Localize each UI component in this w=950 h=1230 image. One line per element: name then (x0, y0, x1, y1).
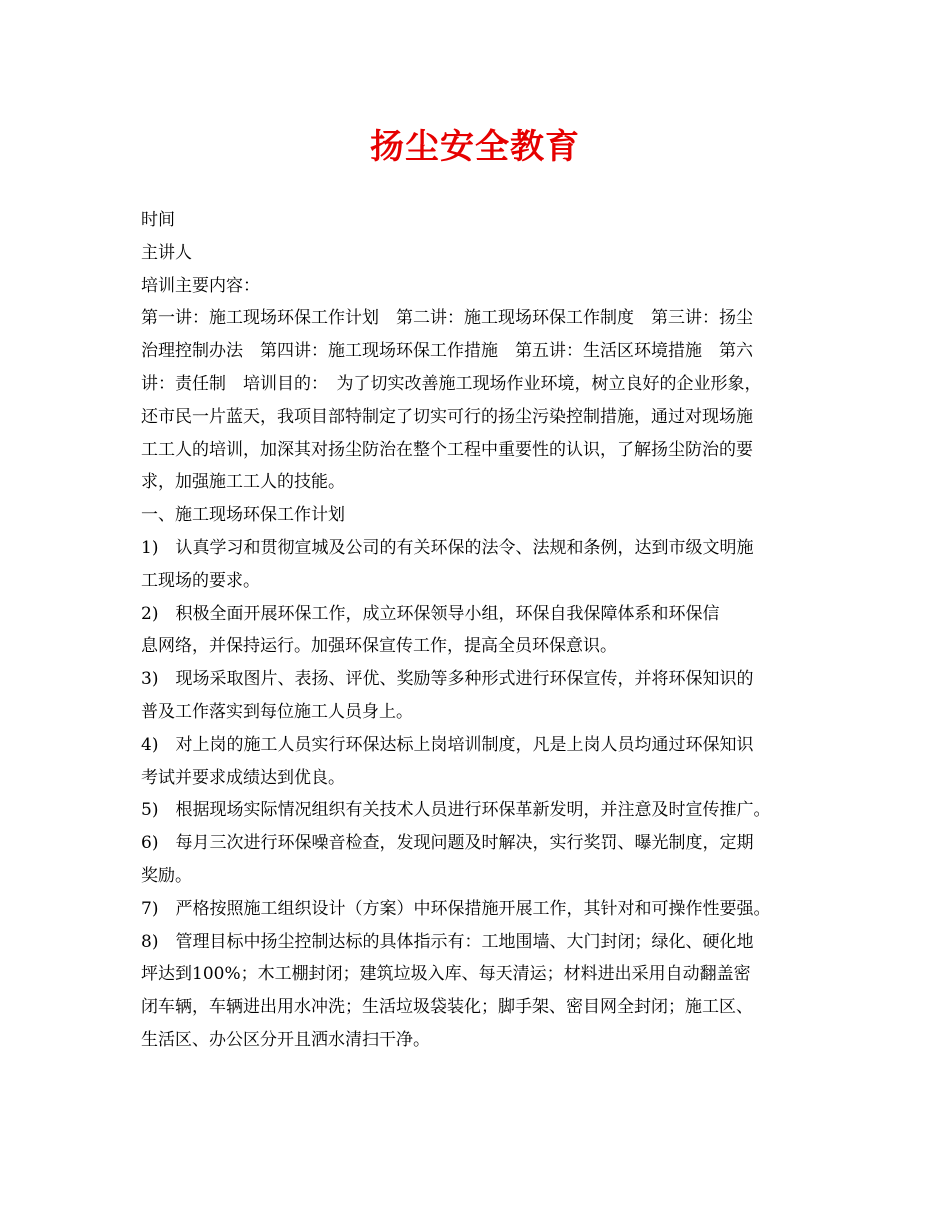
list-item-line: 1) 认真学习和贯彻宣城及公司的有关环保的法令、法规和条例，达到市级文明施 (141, 537, 754, 558)
list-item-line: 工现场的要求。 (141, 570, 260, 591)
list-item-line: 坪达到100%；木工棚封闭；建筑垃圾入库、每天清运；材料进出采用自动翻盖密 (141, 964, 751, 985)
body-line: 还市民一片蓝天，我项目部特制定了切实可行的扬尘污染控制措施，通过对现场施 (141, 406, 753, 427)
body-line: 求，加强施工工人的技能。 (141, 472, 345, 493)
body-line: 讲：责任制 培训目的： 为了切实改善施工现场作业环境，树立良好的企业形象， (141, 373, 762, 394)
body-line-time: 时间 (141, 210, 175, 230)
document-body (141, 204, 831, 1057)
list-item-line: 普及工作落实到每位施工人员身上。 (141, 701, 413, 722)
list-item-line: 息网络，并保持运行。加强环保宣传工作，提高全员环保意识。 (141, 636, 617, 657)
list-item-line: 2) 积极全面开展环保工作，成立环保领导小组，环保自我保障体系和环保信 (141, 603, 720, 624)
list-item-line: 考试并要求成绩达到优良。 (141, 767, 345, 788)
list-item-line: 奖励。 (141, 865, 192, 886)
list-item-line: 8) 管理目标中扬尘控制达标的具体指示有：工地围墙、大门封闭；绿化、硬化地 (141, 931, 754, 952)
section-heading: 一、施工现场环保工作计划 (141, 505, 345, 526)
body-line-content-heading: 培训主要内容： (141, 275, 260, 296)
body-line-speaker: 主讲人 (141, 242, 192, 263)
list-item-line: 生活区、办公区分开且洒水清扫干净。 (141, 1029, 430, 1050)
body-line: 治理控制办法 第四讲：施工现场环保工作措施 第五讲：生活区环境措施 第六 (141, 341, 753, 362)
list-item-line: 4) 对上岗的施工人员实行环保达标上岗培训制度，凡是上岗人员均通过环保知识 (141, 734, 754, 755)
list-item-line: 7) 严格按照施工组织设计（方案）中环保措施开展工作，其针对和可操作性要强。 (141, 898, 771, 919)
list-item-line: 6) 每月三次进行环保噪音检查，发现问题及时解决，实行奖罚、曝光制度，定期 (141, 833, 754, 854)
list-item-line: 5) 根据现场实际情况组织有关技术人员进行环保革新发明，并注意及时宣传推广。 (141, 800, 771, 821)
document-title: 扬尘安全教育 (370, 127, 580, 167)
body-line: 第一讲：施工现场环保工作计划 第二讲：施工现场环保工作制度 第三讲：扬尘 (141, 308, 753, 329)
list-item-line: 3) 现场采取图片、表扬、评优、奖励等多种形式进行环保宣传，并将环保知识的 (141, 669, 754, 690)
list-item-line: 闭车辆，车辆进出用水冲洗；生活垃圾袋装化；脚手架、密目网全封闭；施工区、 (141, 997, 753, 1018)
body-line: 工工人的培训，加深其对扬尘防治在整个工程中重要性的认识，了解扬尘防治的要 (141, 439, 753, 460)
